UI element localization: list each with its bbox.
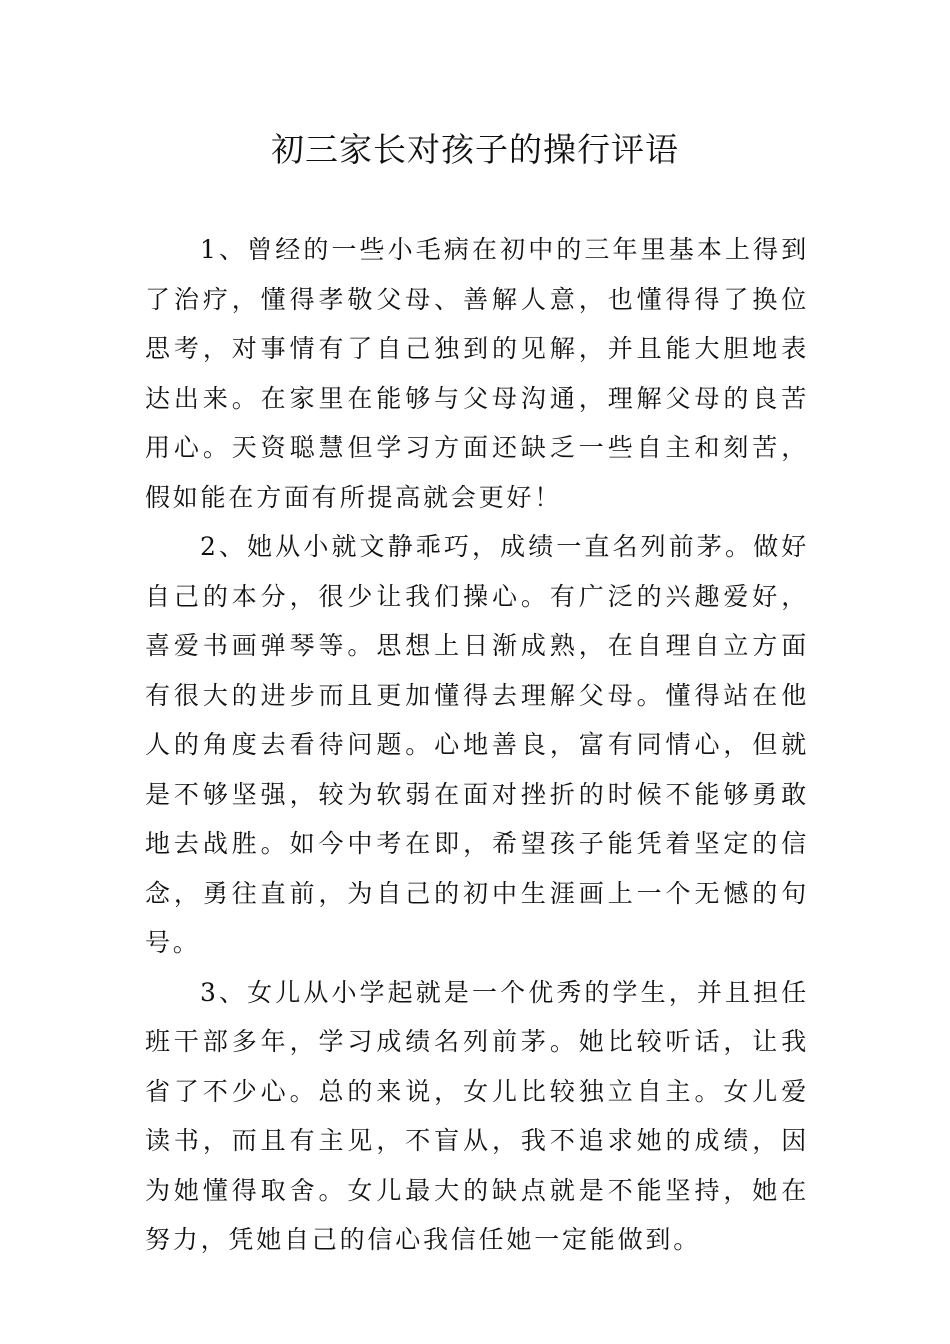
paragraph-2: 2、她从小就文静乖巧，成绩一直名列前茅。做好自己的本分，很少让我们操心。有广泛的兴趣爱好，喜爱书画弹琴等。思想上日渐成熟，在自理自立方面有很大的进步而且更加懂得去理解父母。懂得站在他人的角度去看待问题。心地善良，富有同情心，但就是不够坚强，较为软弱在面对挫折的时候不能够勇敢地去战胜。如今中考在即，希望孩子能凭着坚定的信念，勇往直前，为自己的初中生涯画上一个无憾的句号。 [145, 532, 809, 957]
document-body [145, 225, 809, 1265]
paragraph-1: 1、曾经的一些小毛病在初中的三年里基本上得到了治疗，懂得孝敬父母、善解人意，也懂得得了换位思考，对事情有了自己独到的见解，并且能大胆地表达出来。在家里在能够与父母沟通，理解父母的良苦用心。天资聪慧但学习方面还缺乏一些自主和刻苦，假如能在方面有所提高就会更好！ [145, 235, 809, 512]
document-title: 初三家长对孩子的操行评语 [271, 130, 679, 169]
paragraph-3: 3、女儿从小学起就是一个优秀的学生，并且担任班干部多年，学习成绩名列前茅。她比较听话，让我省了不少心。总的来说，女儿比较独立自主。女儿爱读书，而且有主见，不盲从，我不追求她的成绩，因为她懂得取舍。女儿最大的缺点就是不能坚持，她在努力，凭她自己的信心我信任她一定能做到。 [145, 977, 809, 1254]
